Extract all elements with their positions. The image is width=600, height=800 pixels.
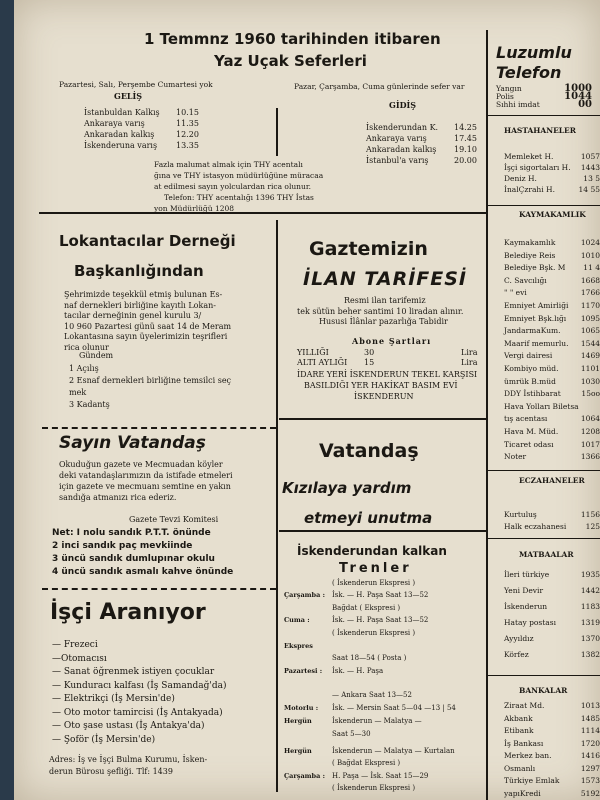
kaymakamlik-row-label: ümrük B.müd	[504, 376, 556, 386]
bank-row	[504, 789, 600, 798]
workers-item: — Frezeci	[52, 640, 98, 650]
printer-row	[504, 618, 600, 627]
kaymakamlik-row	[504, 238, 600, 247]
bank-row-value: 1720	[580, 738, 600, 748]
kaymakamlik-row-label: tış acentası	[504, 414, 548, 424]
workers-item: — Oto şase ustası (İş Antakya'da)	[52, 721, 205, 731]
bank-row-label: Türkiye Emlak	[504, 776, 560, 785]
train-text: İskenderun — Malatya —	[332, 717, 422, 725]
kaymakamlik-row	[504, 440, 600, 449]
kaymakamlik-row	[504, 301, 600, 310]
kaymakamlik-row-value: 1064	[580, 414, 600, 424]
train-text: — Ankara Saat 13—52	[332, 691, 412, 699]
kaymakamlik-row-value: 1170	[580, 301, 600, 310]
kaymakamlik-row-value: 1065	[580, 326, 600, 336]
bank-row	[504, 726, 600, 735]
kaymakamlik-row-value: 15oo	[581, 389, 600, 399]
bank-row-value: 1297	[580, 763, 600, 773]
workers-title: İşçi Aranıyor	[50, 600, 206, 625]
kaymakamlik-row-label: Emniyet Bşk.lığı	[504, 313, 567, 323]
kaymakamlik-row	[504, 452, 600, 461]
pharmacy-row-value: 125	[585, 522, 600, 531]
restaurant-body-line: tacılar derneğinin genel kurulu 3/	[64, 311, 202, 320]
workers-item: —Otomacısı	[52, 653, 107, 664]
kaymakamlik-row-value: 1544	[580, 338, 600, 348]
emergency-row-label: Polis	[496, 92, 514, 101]
hospital-row-label: Deniz H.	[504, 174, 537, 183]
gelis-row-time: 10.15	[176, 108, 199, 117]
kaymakamlik-row-value: 1101	[580, 364, 600, 373]
flights-days-left: Pazartesi, Salı, Perşembe Cumartesi yok	[59, 80, 213, 89]
gidis-row-time: 14.25	[454, 123, 477, 132]
train-text: İsk. — H. Paşa Saat 13—52	[332, 591, 429, 599]
printer-row-value: 1183	[580, 602, 600, 611]
train-text: ( İskenderun Ekspresi )	[332, 579, 416, 587]
hospital-row	[504, 174, 600, 183]
kaymakamlik-row-value: 1017	[580, 439, 600, 449]
flights-note-line: at edilmesi sayın yolculardan rica olunur.	[154, 182, 311, 191]
pharmacy-row	[504, 510, 600, 519]
hospital-row-label: İşçi sigortaları H.	[504, 163, 571, 172]
kaymakamlik-row-label: Belediye Bşk. M	[504, 263, 566, 273]
kaymakamlik-row-value: 1208	[580, 427, 600, 436]
rule-left-2	[42, 588, 276, 590]
emergency-row-label: Sıhhi imdat	[496, 100, 540, 109]
pharmacy-row	[504, 522, 600, 531]
ads-title-2: İLAN TARİFESİ	[303, 268, 467, 290]
sidebar-title-1: Luzumlu	[496, 43, 572, 62]
train-text: H. Paşa — İsk. Saat 15—29	[332, 772, 429, 780]
hospital-row-label: İnalÇzrahi H.	[504, 185, 555, 194]
kaymakamlik-row-label: Kaymakamlık	[504, 238, 556, 247]
ads-line: Hususi İlânlar pazarlığa Tabidir	[319, 317, 448, 326]
bank-row-label: Ziraat Md.	[504, 701, 545, 710]
gidis-row-label: İskenderundan K.	[366, 123, 439, 132]
bank-row-value: 1573	[580, 776, 600, 785]
gelis-row-label: Ankaraya varış	[84, 119, 145, 128]
restaurant-body-line: Lokantasına sayın üyelerimizin teşrifleri	[64, 332, 228, 341]
bank-row	[504, 701, 600, 710]
kaymakamlik-row	[504, 351, 600, 360]
restaurant-body-line: Şehrimizde teşekkül etmiş bulunan Es-	[64, 290, 223, 299]
hospital-row-value: 13 5	[583, 174, 600, 183]
ads-line: tek sütün beher santimi 10 liradan alınır.	[297, 306, 464, 316]
citizens-item: Net: I nolu sandık P.T.T. önünde	[52, 528, 211, 538]
flights-title-2: Yaz Uçak Seferleri	[214, 52, 367, 70]
kaymakamlik-row-label: Belediye Reis	[504, 250, 556, 260]
bank-row-value: 1013	[580, 701, 600, 710]
bank-row-label: Etibank	[504, 726, 534, 735]
rule-left-1	[42, 427, 276, 429]
printer-row-label: Körfez	[504, 650, 529, 659]
printer-row	[504, 586, 600, 595]
citizens-item: 4 üncü sandık asmalı kahve önünde	[52, 567, 234, 577]
kaymakamlik-row-label: C. Savcılığı	[504, 275, 547, 285]
restaurant-body-line: rica olunur	[64, 342, 109, 352]
kaymakamlik-row-label: DDY İstihbarat	[504, 389, 561, 399]
train-day: Cuma :	[284, 616, 310, 624]
pharmacy-row-label: Kurtuluş	[504, 510, 537, 519]
kaymakamlik-row-label: Ticaret odası	[504, 439, 554, 449]
kaymakamlik-row	[504, 402, 600, 411]
workers-item: — Oto motor tamircisi (İş Antakyada)	[52, 707, 223, 718]
flights-note-line: ğına ve THY istasyon müdürlüğüne müracaa	[154, 171, 324, 180]
gelis-row-label: İskenderuna varış	[84, 141, 158, 150]
kaymakamlik-row-label: Noter	[504, 452, 527, 462]
redcrescent-title: Vatandaş	[319, 440, 419, 462]
kaymakamlik-row-value: 1030	[580, 376, 600, 386]
workers-item: — Sanat öğrenmek istiyen çocuklar	[52, 667, 215, 677]
kaymakamlik-row	[504, 377, 600, 386]
ads-sub-value: 30	[364, 348, 375, 357]
gidis-row-time: 19.10	[454, 145, 477, 154]
restaurant-title-1: Lokantacılar Derneği	[59, 232, 236, 250]
ads-sub-label: ALTI AYLIĞI	[297, 358, 348, 367]
ads-sub-label: YILLIĞI	[297, 348, 329, 357]
pharmacy-row-label: Halk eczahanesi	[504, 522, 567, 531]
redcrescent-line-1: Kızılaya yardım	[282, 479, 412, 497]
trains-header: İskenderundan kalkan	[297, 544, 447, 558]
kaymakamlik-row	[504, 389, 600, 398]
restaurant-agenda-line: mek	[69, 388, 87, 397]
kaymakamlik-row-value: 1469	[580, 351, 600, 361]
bank-row	[504, 714, 600, 723]
train-day: Çarşamba :	[284, 591, 325, 599]
citizens-body-line: sandığa atmanızı rica ederiz.	[59, 493, 177, 502]
kaymakamlik-row-label: Hava Yolları Biletsa	[504, 401, 579, 411]
flights-note-line: Fazla malumat almak için THY acentalı	[154, 160, 303, 169]
emergency-row-value: 1044	[564, 91, 592, 102]
workers-address-1: Adres: İş ve İşçi Bulma Kurumu, İsken-	[49, 755, 208, 764]
train-day: Çarşamba :	[284, 772, 325, 780]
printer-row-label: Hatay postası	[504, 618, 557, 627]
hospital-row-value: 14 55	[578, 185, 600, 194]
train-text: Saat 18—54 ( Posta )	[332, 654, 407, 662]
redcrescent-line-2: etmeyi unutma	[304, 509, 433, 527]
emergency-row	[496, 100, 592, 109]
workers-address-2: derun Bürosu şefliği. Tlf: 1439	[49, 767, 173, 776]
emergency-row-value: 1000	[564, 83, 592, 94]
hospital-row	[504, 185, 600, 194]
emergency-row-value: 00	[578, 99, 592, 110]
bank-row-value: 5192	[580, 788, 600, 798]
citizens-body-line: için gazete ve mecmuanı semtine en yakın	[59, 482, 231, 491]
kaymakamlik-row	[504, 263, 600, 272]
kaymakamlik-title: KAYMAKAMLIK	[519, 210, 586, 219]
train-text: Saat 5—30	[332, 730, 371, 738]
flights-days-right: Pazar, Çarşamba, Cuma günlerinde sefer var	[294, 82, 465, 91]
citizens-body-line: Okuduğun gazete ve Mecmuadan köyler	[59, 460, 223, 469]
kaymakamlik-row	[504, 314, 600, 323]
hospitals-title: HASTAHANELER	[504, 126, 577, 135]
train-day: Hergün	[284, 747, 312, 755]
printer-row-label: Yeni Devir	[504, 586, 544, 595]
ads-line: Resmi ilan tarifemiz	[344, 296, 426, 305]
citizens-committee: Gazete Tevzi Komitesi	[129, 515, 219, 524]
kaymakamlik-row-label: Maarif memurlu.	[504, 338, 569, 348]
bank-row-label: İş Bankası	[504, 738, 544, 748]
kaymakamlik-row-label: " " evi	[504, 288, 527, 298]
restaurant-title-2: Başkanlığından	[74, 262, 204, 280]
train-text: ( İskenderun Ekspresi )	[332, 629, 416, 637]
bank-row	[504, 764, 600, 773]
sidebar-title-2: Telefon	[496, 63, 562, 82]
pharmacy-row-value: 1156	[580, 510, 600, 519]
bank-row	[504, 776, 600, 785]
hospital-row-value: 1057	[580, 152, 600, 161]
ads-subs-title: Abone Şartları	[352, 336, 432, 346]
kaymakamlik-row-value: 1766	[580, 288, 600, 298]
kaymakamlik-row-label: Hava M. Müd.	[504, 427, 559, 436]
train-text: Bağdat ( Ekspresi )	[332, 604, 401, 612]
printer-row	[504, 602, 600, 611]
kaymakamlik-row-value: 1010	[580, 250, 600, 260]
rule-top	[39, 212, 486, 214]
citizens-title: Sayın Vatandaş	[59, 433, 206, 453]
pharmacies-title: ECZAHANELER	[519, 476, 585, 485]
gelis-row-label: Ankaradan kalkış	[84, 130, 155, 139]
gelis-row-time: 12.20	[176, 130, 199, 139]
printer-row	[504, 570, 600, 579]
printer-row-value: 1935	[580, 570, 600, 579]
bank-row-label: yapıKredi	[504, 788, 541, 798]
ads-admin-line: BASILDIĞI YER HAKİKAT BASIM EVİ	[304, 381, 458, 390]
train-text: İsk. — Mersin Saat 5—04 —13 | 54	[332, 704, 456, 712]
printer-row-label: İskenderun	[504, 602, 548, 611]
kaymakamlik-row-value: 1366	[580, 452, 600, 462]
printer-row-value: 1370	[580, 634, 600, 643]
kaymakamlik-row	[504, 339, 600, 348]
trains-title: Trenler	[339, 561, 412, 576]
workers-item: — Kunduracı kalfası (İş Samandağ'da)	[52, 680, 227, 691]
train-text: İskenderun — Malatya — Kurtalan	[332, 747, 455, 755]
gidis-row-label: Ankaraya varış	[366, 134, 427, 143]
flights-note-line: yon Müdürlüğü 1208	[154, 204, 235, 213]
workers-item: — Şoför (İş Mersin'de)	[52, 734, 156, 745]
printer-row-label: İleri türkiye	[504, 570, 550, 579]
kaymakamlik-row	[504, 276, 600, 285]
bank-row	[504, 739, 600, 748]
restaurant-body-line: naf dernekleri birliğine kayıtlı Lokan-	[64, 300, 216, 310]
printers-title: MATBAALAR	[519, 550, 574, 559]
train-day: Hergün	[284, 717, 312, 725]
flights-gelis-title: GELİŞ	[114, 91, 143, 101]
train-text: İsk. — H. Paşa	[332, 667, 384, 675]
bank-row-value: 1485	[580, 713, 600, 723]
train-text: İsk. — H. Paşa Saat 13—52	[332, 616, 429, 624]
bank-row	[504, 751, 600, 760]
kaymakamlik-row-label: Vergi dairesi	[504, 351, 553, 361]
restaurant-body-line: 10 960 Pazartesi günü saat 14 de Meram	[64, 321, 232, 331]
center-divider	[276, 220, 278, 792]
printer-row-value: 1442	[580, 586, 600, 595]
kaymakamlik-row	[504, 288, 600, 297]
kaymakamlik-row	[504, 251, 600, 260]
train-day: Pazartesi :	[284, 667, 323, 675]
gidis-row-label: Ankaradan kalkış	[366, 145, 437, 154]
citizens-item: 3 üncü sandık dumlupınar okulu	[52, 554, 215, 564]
ads-sub-value: 15	[364, 358, 375, 367]
gelis-row-time: 11.35	[176, 119, 199, 128]
emergency-row-label: Yangın	[496, 84, 522, 93]
bank-row-value: 1416	[580, 751, 600, 760]
kaymakamlik-row	[504, 427, 600, 436]
ads-title-1: Gaztemizin	[309, 238, 428, 260]
banks-title: BANKALAR	[519, 686, 568, 695]
gelis-row-time: 13.35	[176, 141, 199, 150]
kaymakamlik-row-label: JandarmaKum.	[504, 326, 561, 336]
flights-gidis-title: GİDİŞ	[389, 100, 417, 110]
kaymakamlik-row-value: 1024	[580, 238, 600, 247]
train-text: ( İskenderun Ekspresi )	[332, 784, 416, 792]
printer-row-value: 1319	[580, 618, 600, 627]
kaymakamlik-row	[504, 326, 600, 335]
kaymakamlik-row-value: 11 4	[583, 263, 600, 273]
gidis-row-label: İstanbul'a varış	[366, 156, 429, 165]
printer-row	[504, 634, 600, 643]
bank-row-label: Merkez ban.	[504, 751, 552, 760]
hospital-row	[504, 163, 600, 172]
hospital-row-value: 1443	[580, 163, 600, 172]
ads-sub-unit: Lira	[461, 348, 478, 357]
kaymakamlik-row-value: 1668	[580, 275, 600, 285]
citizens-body-line: deki vatandaşlarımızın da istifade etmeleri	[59, 471, 233, 480]
gelis-row-label: İstanbuldan Kalkış	[84, 108, 160, 117]
rule-center-1	[279, 418, 486, 420]
printer-row	[504, 650, 600, 659]
restaurant-agenda-line: 3 Kadantş	[69, 400, 110, 409]
train-day: Ekspres	[284, 642, 313, 650]
kaymakamlik-row	[504, 364, 600, 373]
ads-admin-line: İDARE YERİ İSKENDERUN TEKEL KARŞISI	[297, 370, 478, 379]
flights-note-line: Telefon: THY acentalığı 1396 THY İstas	[164, 193, 314, 202]
flights-title-1: 1 Temmnz 1960 tarihinden itibaren	[144, 30, 441, 48]
gidis-row-time: 20.00	[454, 156, 477, 165]
restaurant-agenda-title: Gündem	[79, 351, 114, 360]
citizens-item: 2 inci sandık paç mevkiinde	[52, 541, 193, 551]
ads-admin-line: İSKENDERUN	[354, 392, 414, 401]
printer-row-label: Ayyıldız	[504, 634, 534, 643]
bank-row-label: Osmanlı	[504, 763, 536, 773]
train-day: Motorlu :	[284, 704, 319, 712]
rule-center-2	[279, 530, 486, 532]
kaymakamlik-row-label: Emniyet Amirliği	[504, 301, 569, 310]
hospital-row-label: Memleket H.	[504, 152, 554, 161]
kaymakamlik-row-value: 1095	[580, 313, 600, 323]
kaymakamlik-row-label: Kombiyo müd.	[504, 364, 559, 373]
bank-row-label: Akbank	[504, 713, 533, 723]
flights-divider	[276, 108, 278, 156]
restaurant-agenda-line: 2 Esnaf dernekleri birliğine temsilci seç	[69, 376, 232, 385]
restaurant-agenda-line: 1 Açılış	[69, 364, 99, 373]
ads-sub-unit: Lira	[461, 358, 478, 367]
kaymakamlik-row	[504, 414, 600, 423]
newspaper-page	[14, 0, 600, 800]
workers-item: — Elektrikçi (İş Mersin'de)	[52, 694, 175, 704]
gidis-row-time: 17.45	[454, 134, 477, 143]
sidebar-divider	[486, 30, 488, 800]
bank-row-value: 1114	[580, 726, 600, 735]
hospital-row	[504, 152, 600, 161]
printer-row-value: 1382	[580, 650, 600, 659]
train-text: ( Bağdat Ekspresi )	[332, 759, 401, 767]
